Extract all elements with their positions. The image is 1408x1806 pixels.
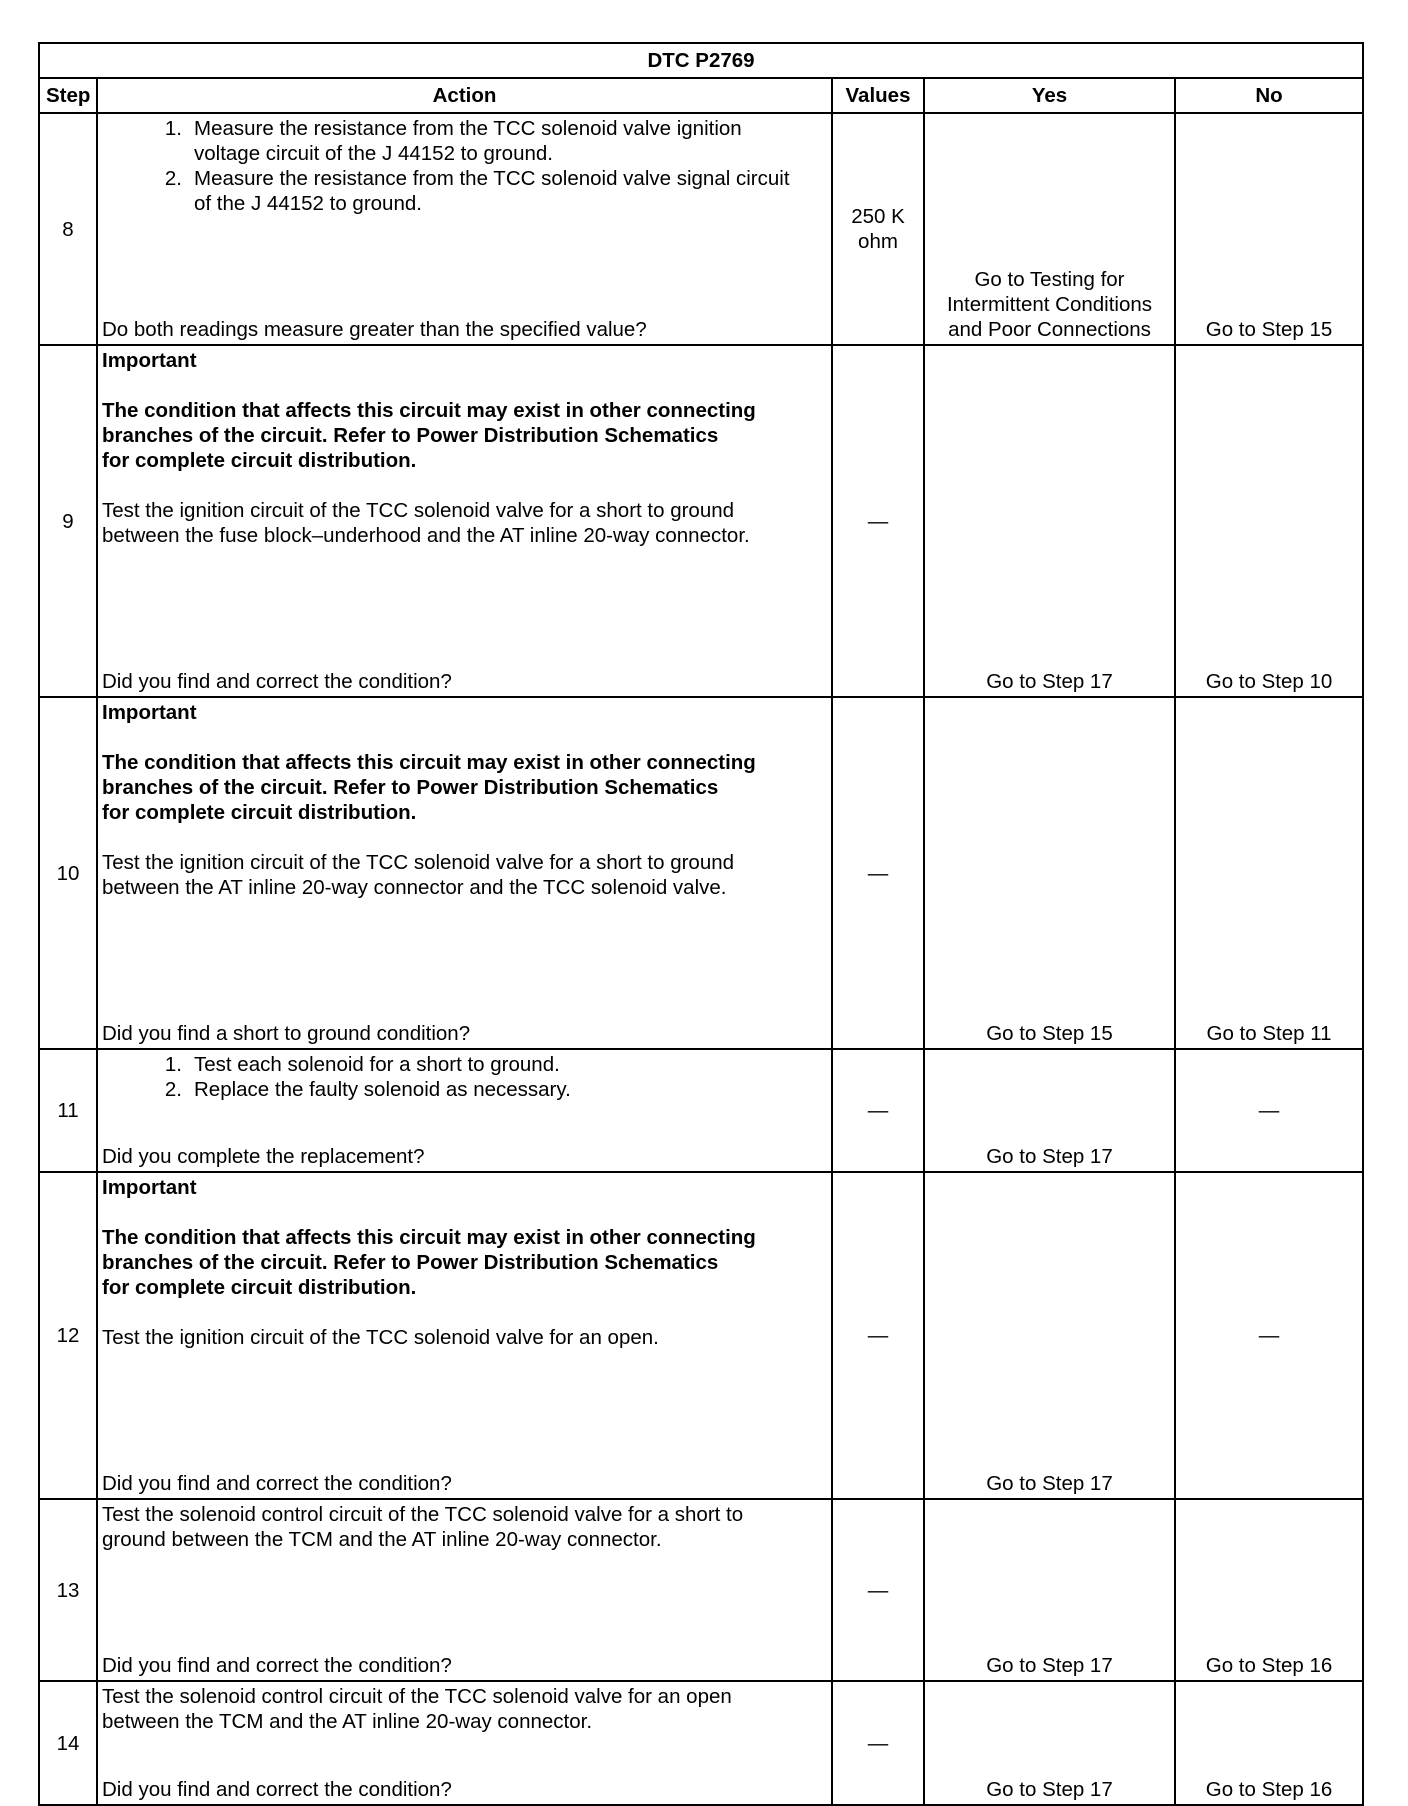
action-cell (97, 1049, 832, 1172)
question-text: Did you find and correct the condition? (102, 1472, 452, 1495)
important-label: Important (102, 701, 197, 724)
yes-text: Go to Testing for (974, 268, 1125, 291)
action-cell (97, 697, 832, 1049)
list-number: 2. (164, 1078, 182, 1101)
important-label: Important (102, 349, 197, 372)
step-number: 10 (39, 697, 97, 1049)
table-row (39, 697, 1363, 1049)
yes-cell: Go to Step 17 (924, 1681, 1175, 1805)
procedure-list (102, 116, 827, 216)
question-text: Did you find and correct the condition? (102, 1654, 452, 1677)
important-text: branches of the circuit. Refer to Power Distribution Schematics (102, 1251, 719, 1274)
no-cell: Go to Step 10 (1175, 345, 1363, 697)
important-text: for complete circuit distribution. (102, 1276, 417, 1299)
header-yes: Yes (924, 78, 1175, 113)
no-cell: Go to Step 15 (1175, 113, 1363, 345)
question-text: Do both readings measure greater than the specified value? (102, 318, 647, 341)
list-text: Measure the resistance from the TCC solenoid valve ignition (194, 117, 742, 140)
step-number: 9 (39, 345, 97, 697)
procedure-list (102, 1052, 827, 1102)
yes-cell (924, 113, 1175, 345)
action-cell (97, 345, 832, 697)
no-cell: Go to Step 11 (1175, 697, 1363, 1049)
value-text: 250 K (851, 205, 905, 228)
list-text: Replace the faulty solenoid as necessary. (194, 1078, 571, 1101)
value-dash: — (832, 697, 924, 1049)
important-text: The condition that affects this circuit may exist in other connecting (102, 751, 756, 774)
important-text: branches of the circuit. Refer to Power Distribution Schematics (102, 424, 719, 447)
test-text: Test the solenoid control circuit of the TCC solenoid valve for an open (102, 1685, 732, 1708)
important-text: for complete circuit distribution. (102, 449, 417, 472)
table-row (39, 1499, 1363, 1681)
yes-cell: Go to Step 17 (924, 345, 1175, 697)
table-row (39, 1049, 1363, 1172)
yes-cell: Go to Step 17 (924, 1499, 1175, 1681)
value-dash: — (832, 1172, 924, 1499)
step-number: 11 (39, 1049, 97, 1172)
important-label: Important (102, 1176, 197, 1199)
important-text: branches of the circuit. Refer to Power Distribution Schematics (102, 776, 719, 799)
question-text: Did you find and correct the condition? (102, 1778, 452, 1801)
value-dash: — (832, 345, 924, 697)
diagnostic-table (38, 42, 1364, 1806)
important-text: for complete circuit distribution. (102, 801, 417, 824)
important-text: The condition that affects this circuit may exist in other connecting (102, 1226, 756, 1249)
question-text: Did you find a short to ground condition? (102, 1022, 471, 1045)
list-text: Measure the resistance from the TCC solenoid valve signal circuit (194, 167, 790, 190)
question-text: Did you find and correct the condition? (102, 670, 452, 693)
action-cell (97, 1172, 832, 1499)
test-text: Test the ignition circuit of the TCC solenoid valve for a short to ground (102, 499, 735, 522)
no-cell: Go to Step 16 (1175, 1681, 1363, 1805)
list-number: 1. (164, 1053, 182, 1076)
header-step: Step (39, 78, 97, 113)
step-number: 13 (39, 1499, 97, 1681)
header-action: Action (97, 78, 832, 113)
value-dash: — (832, 1681, 924, 1805)
list-text: Test each solenoid for a short to ground. (194, 1053, 560, 1076)
action-cell (97, 113, 832, 345)
test-text: ground between the TCM and the AT inline 20-way connector. (102, 1528, 662, 1551)
yes-cell: Go to Step 15 (924, 697, 1175, 1049)
yes-text: Intermittent Conditions (946, 293, 1153, 316)
header-no: No (1175, 78, 1363, 113)
action-cell (97, 1681, 832, 1805)
list-number: 1. (164, 117, 182, 140)
test-text: Test the ignition circuit of the TCC solenoid valve for a short to ground (102, 851, 735, 874)
value-dash: — (832, 1499, 924, 1681)
table-row (39, 1681, 1363, 1805)
test-text: Test the solenoid control circuit of the TCC solenoid valve for a short to (102, 1503, 744, 1526)
no-dash: — (1175, 1049, 1363, 1172)
table-row (39, 1172, 1363, 1499)
action-cell (97, 1499, 832, 1681)
yes-cell: Go to Step 17 (924, 1049, 1175, 1172)
table-title: DTC P2769 (39, 43, 1363, 78)
list-text: of the J 44152 to ground. (194, 192, 422, 215)
important-text: The condition that affects this circuit may exist in other connecting (102, 399, 756, 422)
test-text: between the fuse block–underhood and the AT inline 20-way connector. (102, 524, 750, 547)
question-text: Did you complete the replacement? (102, 1145, 425, 1168)
yes-text: and Poor Connections (948, 318, 1151, 341)
step-number: 12 (39, 1172, 97, 1499)
test-text: between the TCM and the AT inline 20-way connector. (102, 1710, 593, 1733)
list-number: 2. (164, 167, 182, 190)
step-number: 8 (39, 113, 97, 345)
no-dash: — (1175, 1172, 1363, 1499)
header-values: Values (832, 78, 924, 113)
test-text: between the AT inline 20-way connector and the TCC solenoid valve. (102, 876, 727, 899)
step-number: 14 (39, 1681, 97, 1805)
yes-cell: Go to Step 17 (924, 1172, 1175, 1499)
test-text: Test the ignition circuit of the TCC solenoid valve for an open. (102, 1326, 659, 1349)
value-dash: — (832, 1049, 924, 1172)
value-cell (832, 113, 924, 345)
list-text: voltage circuit of the J 44152 to ground. (194, 142, 553, 165)
table-row (39, 345, 1363, 697)
value-unit: ohm (858, 230, 898, 253)
no-cell: Go to Step 16 (1175, 1499, 1363, 1681)
table-row (39, 113, 1363, 345)
